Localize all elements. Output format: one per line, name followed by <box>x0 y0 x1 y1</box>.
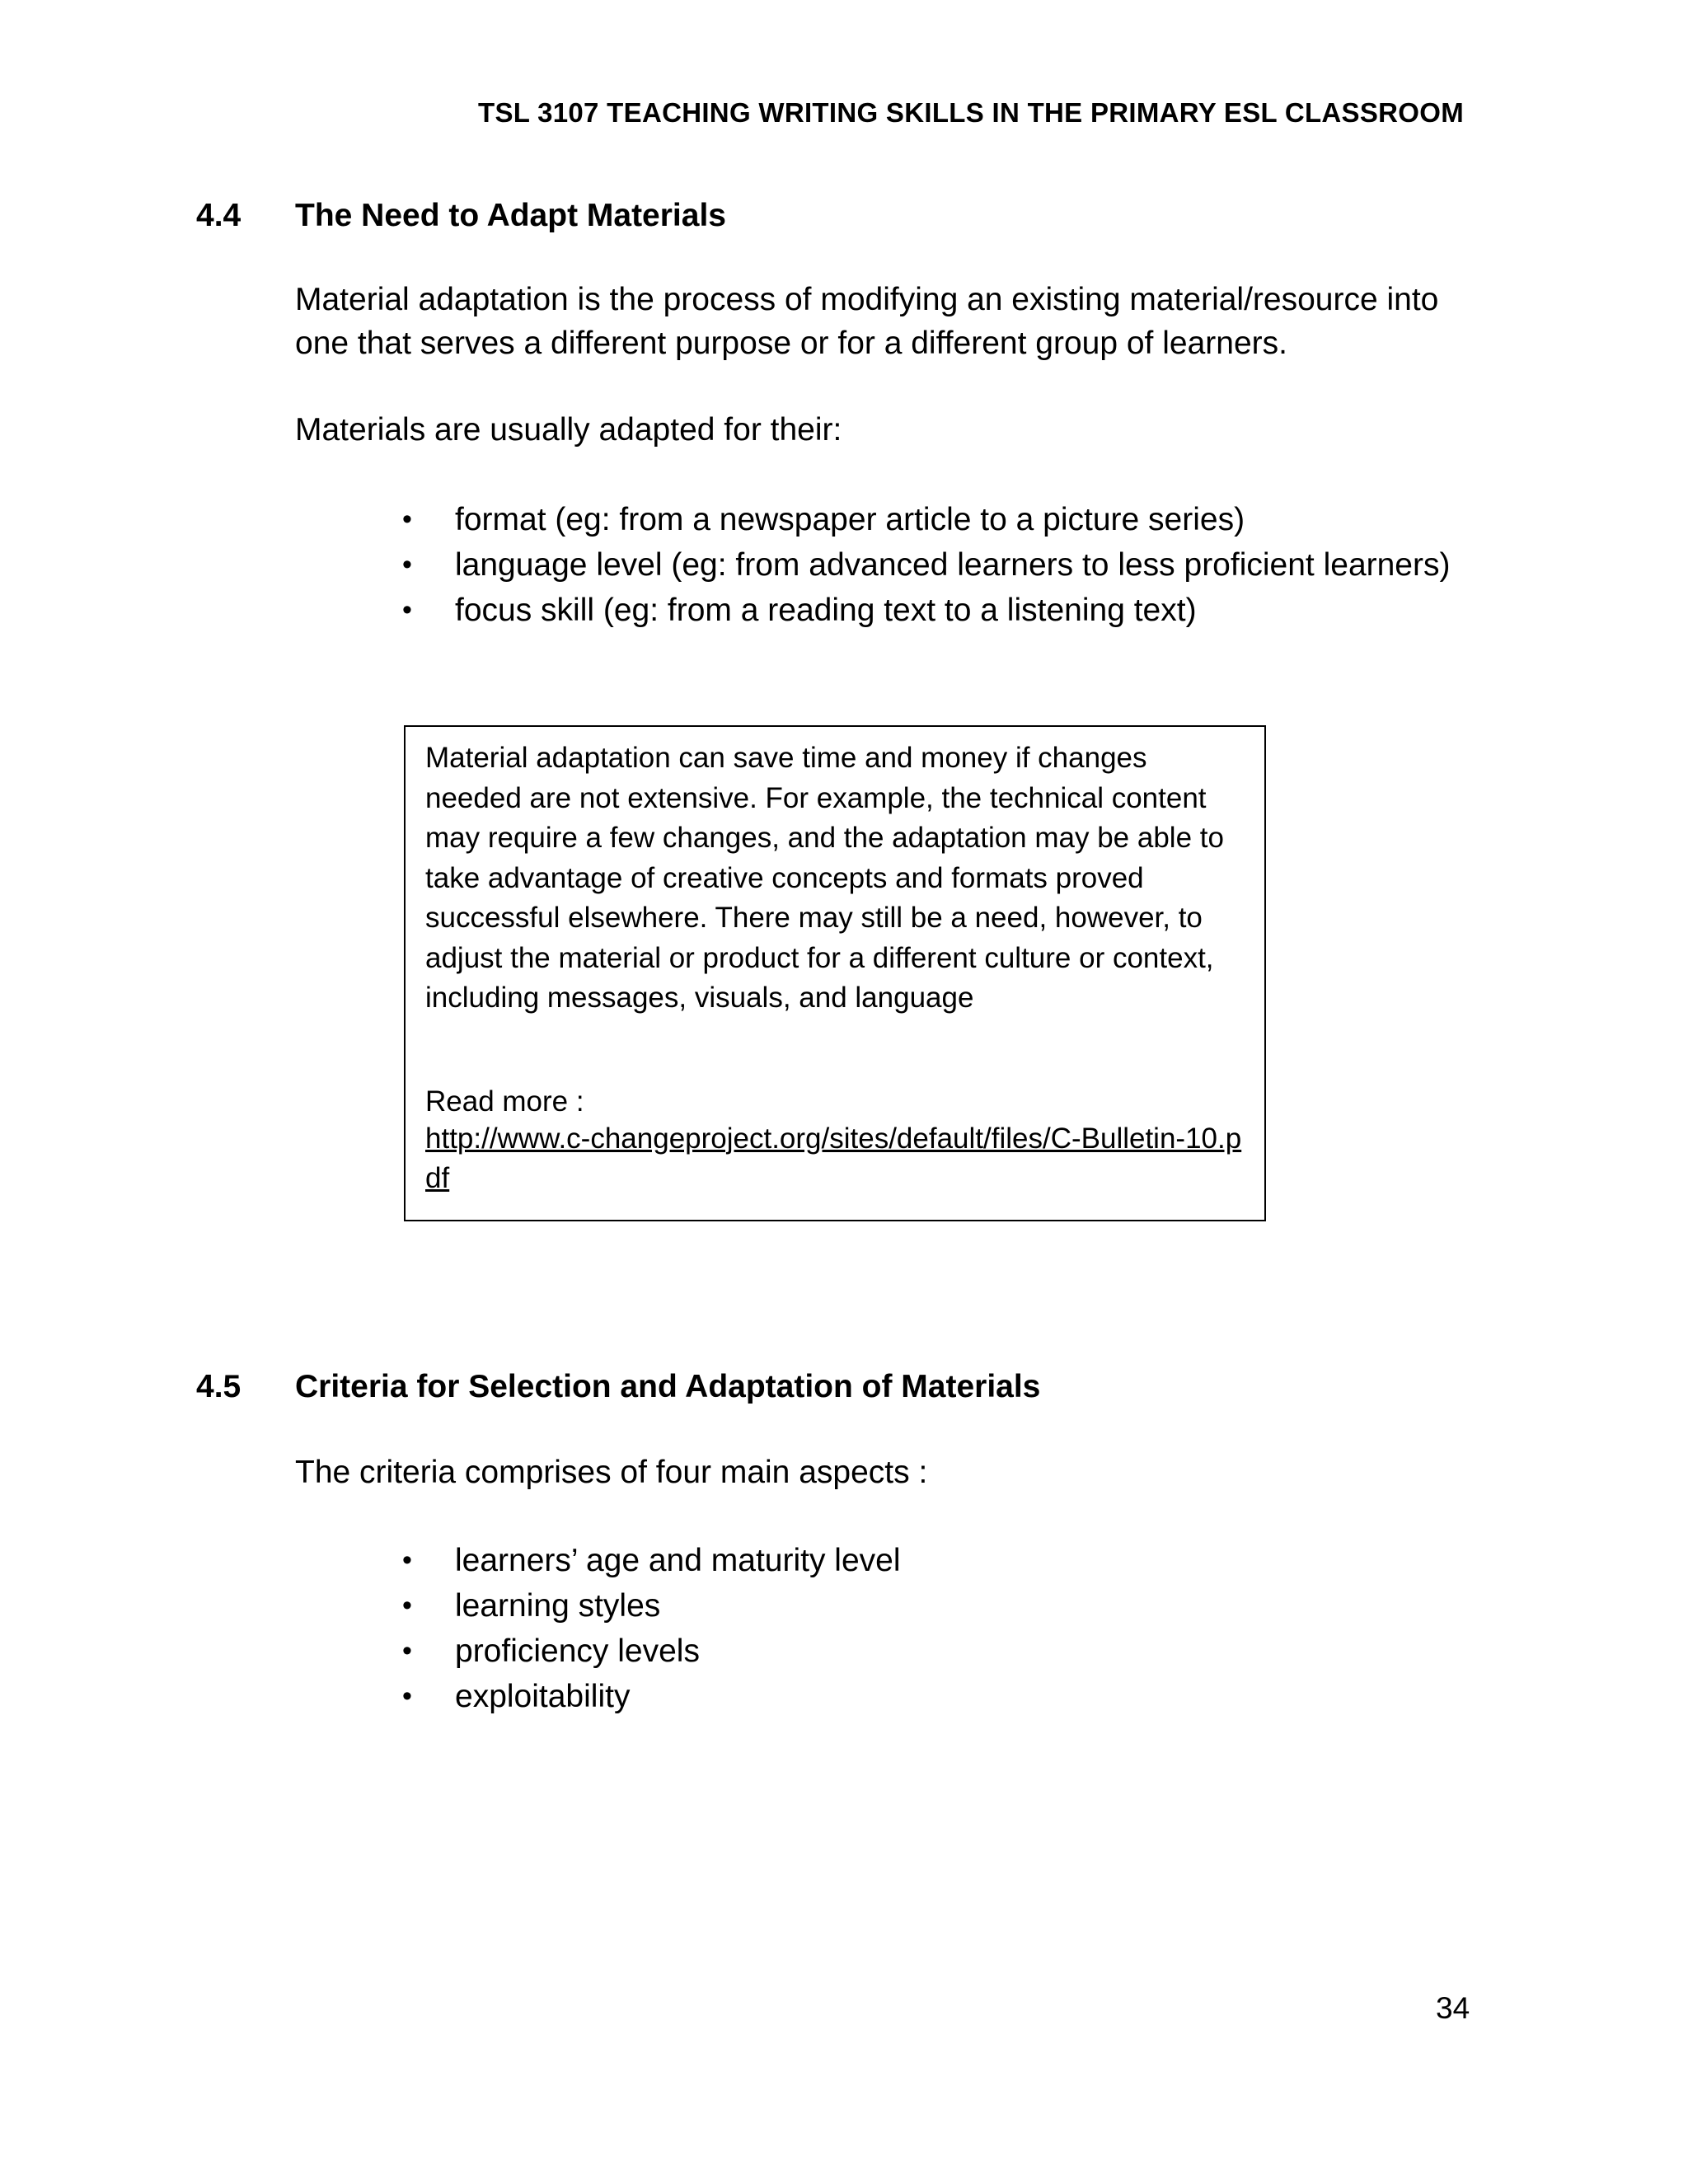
section-4-4-paragraph-1 <box>295 278 1498 365</box>
read-more-label: Read more : <box>425 1085 584 1118</box>
callout-box <box>404 725 1266 1221</box>
callout-body: Material adaptation can save time and money if changes needed are not extensive. For example, the technical content may require a few changes, and the adaptation may be able to take advantage of creative concepts and formats proved successful elsewhere. There may still be a need, however, to adjust the material or product for a different culture or context, including messages, visuals, and language <box>425 742 1224 1014</box>
list-item <box>402 1674 901 1719</box>
list-item <box>402 588 1450 633</box>
adaptation-aspects-list <box>402 497 1450 633</box>
running-header: TSL 3107 TEACHING WRITING SKILLS IN THE PRIMARY ESL CLASSROOM <box>478 97 1465 128</box>
list-item-text: learners’ age and maturity level <box>455 1543 901 1578</box>
section-4-5-title: Criteria for Selection and Adaptation of Materials <box>295 1369 1041 1404</box>
bullet-icon: • <box>402 1680 412 1712</box>
bullet-icon: • <box>402 504 412 535</box>
list-item <box>402 542 1450 588</box>
section-4-4-title: The Need to Adapt Materials <box>295 198 726 233</box>
section-4-5-number: 4.5 <box>196 1369 241 1404</box>
criteria-intro: The criteria comprises of four main aspects : <box>295 1455 928 1490</box>
list-item-text: format (eg: from a newspaper article to a picture series) <box>455 502 1245 537</box>
list-item <box>402 497 1450 542</box>
list-item-text: exploitability <box>455 1679 631 1714</box>
criteria-list <box>402 1538 901 1719</box>
list-item <box>402 1629 901 1674</box>
list-item-text: learning styles <box>455 1588 661 1624</box>
list-item <box>402 1583 901 1629</box>
list-item-text: proficiency levels <box>455 1633 700 1669</box>
adapted-for-intro: Materials are usually adapted for their: <box>295 412 842 448</box>
section-4-4-number: 4.4 <box>196 198 241 233</box>
page-number: 34 <box>1436 1991 1470 2025</box>
list-item <box>402 1538 901 1583</box>
bullet-icon: • <box>402 549 412 580</box>
bullet-icon: • <box>402 1544 412 1576</box>
bullet-icon: • <box>402 1635 412 1666</box>
bullet-icon: • <box>402 1590 412 1621</box>
reference-link[interactable]: http://www.c-changeproject.org/sites/default/files/C-Bulletin-10.pdf <box>425 1122 1242 1194</box>
section-4-4-paragraph-2 <box>295 408 1498 452</box>
list-item-text: focus skill (eg: from a reading text to a listening text) <box>455 593 1197 628</box>
definition-text: Material adaptation is the process of modifying an existing material/resource into one that serves a different purpose or for a different group of learners. <box>295 282 1439 361</box>
bullet-icon: • <box>402 594 412 626</box>
section-4-5-paragraph-1 <box>295 1451 1498 1494</box>
list-item-text: language level (eg: from advanced learners to less proficient learners) <box>455 547 1451 583</box>
